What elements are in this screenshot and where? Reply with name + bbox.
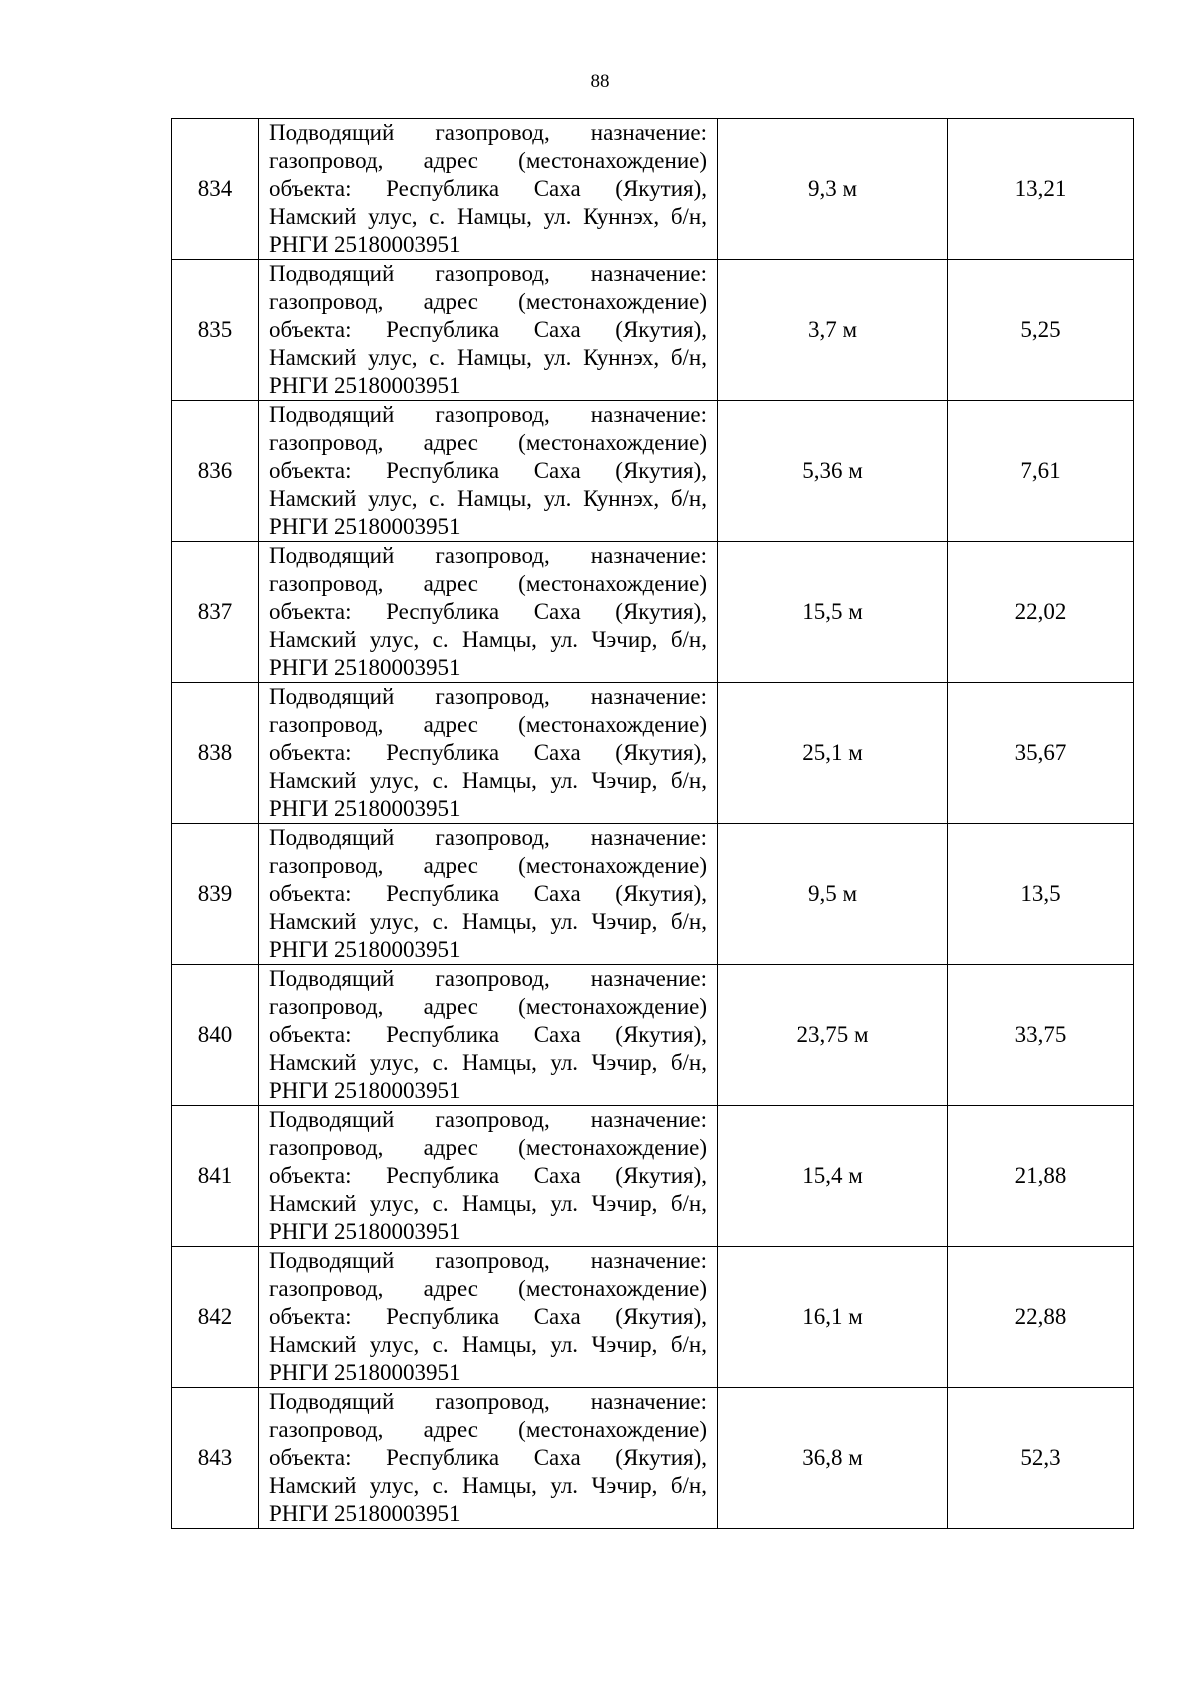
description-line: Подводящий газопровод, назначение: [269,1389,707,1414]
row-length: 23,75 м [718,965,948,1106]
description-line: Намский улус, с. Намцы, ул. Чэчир, б/н, [269,627,707,652]
description-line: Намский улус, с. Намцы, ул. Куннэх, б/н, [269,486,707,511]
description-line: РНГИ 25180003951 [269,514,461,539]
table-row [172,1388,1134,1529]
description-line: объекта: Республика Саха (Якутия), [269,1163,707,1188]
description-line: Намский улус, с. Намцы, ул. Чэчир, б/н, [269,768,707,793]
description-line: Подводящий газопровод, назначение: [269,120,707,145]
row-description [259,1388,718,1529]
description-line: объекта: Республика Саха (Якутия), [269,458,707,483]
row-value: 35,67 [948,683,1134,824]
row-value: 7,61 [948,401,1134,542]
description-line: газопровод, адрес (местонахождение) [269,289,707,314]
row-length: 15,5 м [718,542,948,683]
row-number: 835 [172,260,259,401]
description-line: газопровод, адрес (местонахождение) [269,430,707,455]
row-number: 841 [172,1106,259,1247]
page-number: 88 [590,71,610,92]
row-value: 33,75 [948,965,1134,1106]
row-description [259,965,718,1106]
description-line: Намский улус, с. Намцы, ул. Чэчир, б/н, [269,1332,707,1357]
row-description [259,119,718,260]
table-row [172,401,1134,542]
row-description [259,824,718,965]
row-length: 15,4 м [718,1106,948,1247]
description-line: Подводящий газопровод, назначение: [269,261,707,286]
row-value: 22,02 [948,542,1134,683]
description-line: газопровод, адрес (местонахождение) [269,712,707,737]
row-number: 837 [172,542,259,683]
table-row [172,824,1134,965]
description-line: РНГИ 25180003951 [269,655,461,680]
table-row [172,260,1134,401]
description-line: Намский улус, с. Намцы, ул. Куннэх, б/н, [269,345,707,370]
table-row [172,965,1134,1106]
row-description [259,1247,718,1388]
description-line: газопровод, адрес (местонахождение) [269,853,707,878]
description-line: Намский улус, с. Намцы, ул. Чэчир, б/н, [269,1050,707,1075]
row-description [259,260,718,401]
description-line: газопровод, адрес (местонахождение) [269,1135,707,1160]
row-description [259,401,718,542]
description-line: объекта: Республика Саха (Якутия), [269,599,707,624]
row-length: 9,3 м [718,119,948,260]
description-line: газопровод, адрес (местонахождение) [269,994,707,1019]
row-length: 25,1 м [718,683,948,824]
row-value: 22,88 [948,1247,1134,1388]
description-line: объекта: Республика Саха (Якутия), [269,317,707,342]
description-line: Намский улус, с. Намцы, ул. Куннэх, б/н, [269,204,707,229]
row-number: 836 [172,401,259,542]
description-line: РНГИ 25180003951 [269,373,461,398]
table-row [172,119,1134,260]
row-value: 13,5 [948,824,1134,965]
row-length: 16,1 м [718,1247,948,1388]
description-line: объекта: Республика Саха (Якутия), [269,1445,707,1470]
row-number: 838 [172,683,259,824]
row-value: 21,88 [948,1106,1134,1247]
row-number: 842 [172,1247,259,1388]
description-line: газопровод, адрес (местонахождение) [269,1276,707,1301]
description-line: Подводящий газопровод, назначение: [269,825,707,850]
description-line: объекта: Республика Саха (Якутия), [269,881,707,906]
row-value: 13,21 [948,119,1134,260]
table-row [172,542,1134,683]
description-line: РНГИ 25180003951 [269,1219,461,1244]
property-table [171,118,1134,1529]
table-body [172,119,1134,1529]
row-length: 3,7 м [718,260,948,401]
row-length: 5,36 м [718,401,948,542]
description-line: РНГИ 25180003951 [269,796,461,821]
description-line: объекта: Республика Саха (Якутия), [269,176,707,201]
description-line: объекта: Республика Саха (Якутия), [269,1304,707,1329]
row-description [259,1106,718,1247]
description-line: объекта: Республика Саха (Якутия), [269,1022,707,1047]
description-line: Подводящий газопровод, назначение: [269,684,707,709]
description-line: газопровод, адрес (местонахождение) [269,148,707,173]
row-value: 52,3 [948,1388,1134,1529]
description-line: РНГИ 25180003951 [269,1078,461,1103]
row-number: 834 [172,119,259,260]
description-line: Подводящий газопровод, назначение: [269,1107,707,1132]
table-row [172,683,1134,824]
row-description [259,542,718,683]
row-description [259,683,718,824]
row-length: 9,5 м [718,824,948,965]
row-value: 5,25 [948,260,1134,401]
table-row [172,1106,1134,1247]
description-line: Намский улус, с. Намцы, ул. Чэчир, б/н, [269,1191,707,1216]
description-line: Подводящий газопровод, назначение: [269,402,707,427]
description-line: объекта: Республика Саха (Якутия), [269,740,707,765]
row-length: 36,8 м [718,1388,948,1529]
description-line: Подводящий газопровод, назначение: [269,543,707,568]
description-line: Намский улус, с. Намцы, ул. Чэчир, б/н, [269,909,707,934]
description-line: Подводящий газопровод, назначение: [269,966,707,991]
row-number: 843 [172,1388,259,1529]
description-line: газопровод, адрес (местонахождение) [269,1417,707,1442]
description-line: РНГИ 25180003951 [269,1501,461,1526]
table-row [172,1247,1134,1388]
description-line: Подводящий газопровод, назначение: [269,1248,707,1273]
description-line: РНГИ 25180003951 [269,232,461,257]
row-number: 839 [172,824,259,965]
description-line: РНГИ 25180003951 [269,1360,461,1385]
row-number: 840 [172,965,259,1106]
description-line: РНГИ 25180003951 [269,937,461,962]
description-line: газопровод, адрес (местонахождение) [269,571,707,596]
description-line: Намский улус, с. Намцы, ул. Чэчир, б/н, [269,1473,707,1498]
